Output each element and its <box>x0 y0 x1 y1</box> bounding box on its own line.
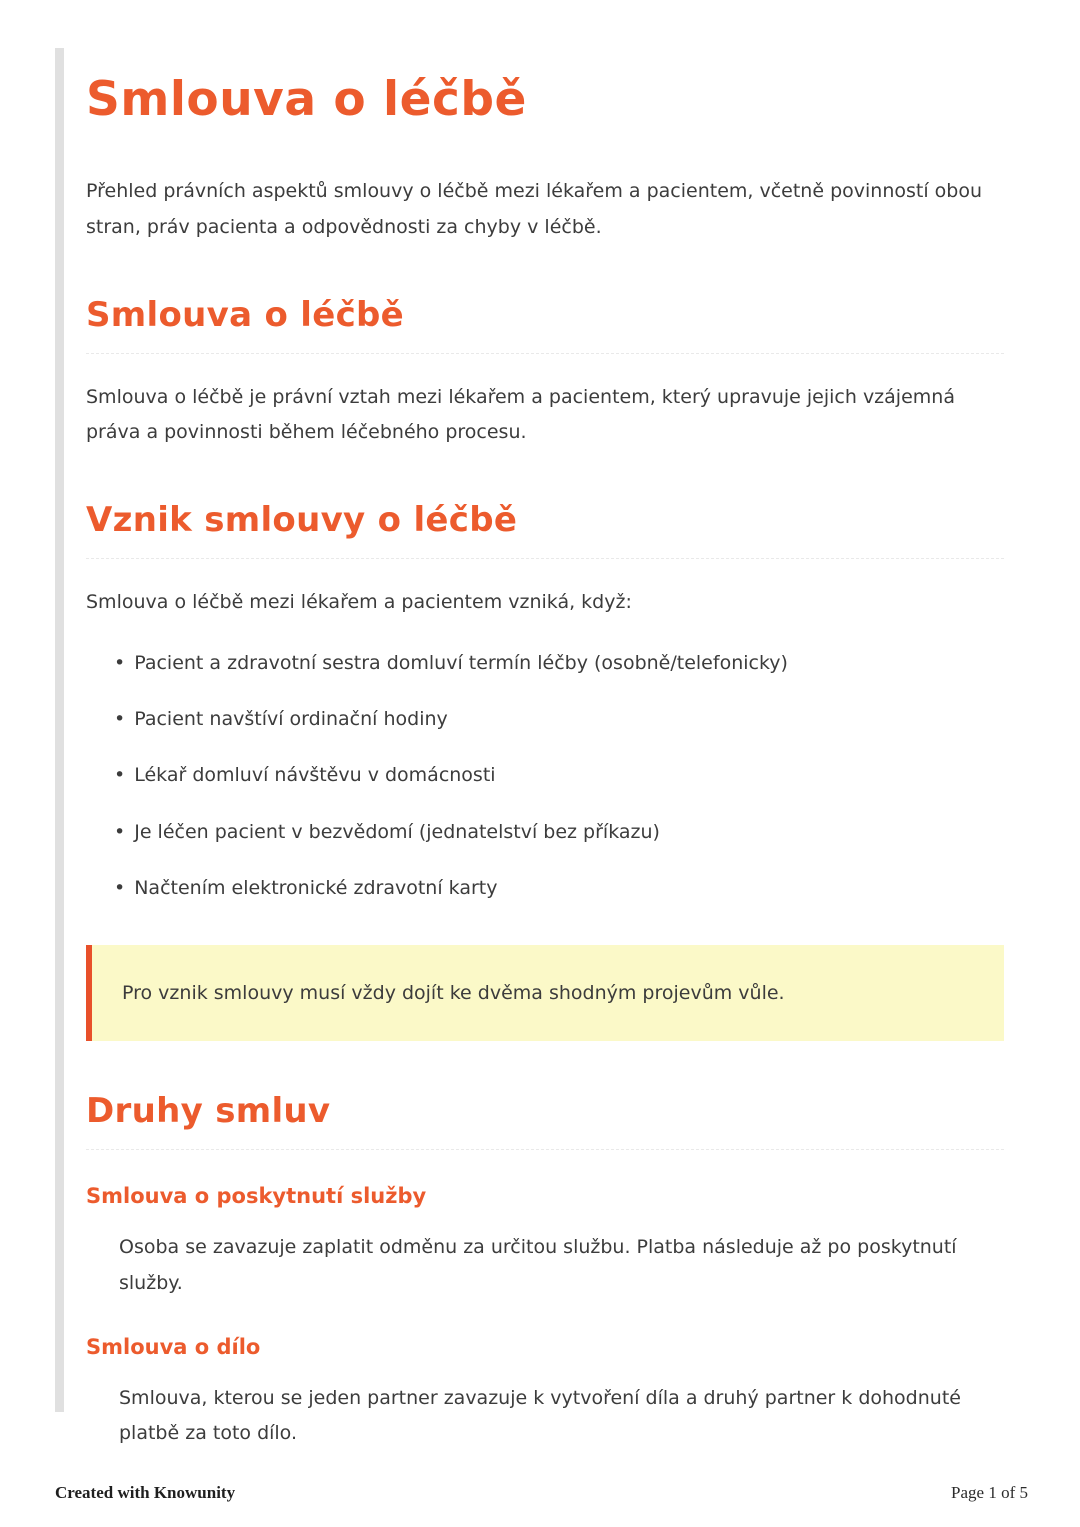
list-item-text: Lékař domluví návštěvu v domácnosti <box>134 764 496 787</box>
list-item <box>114 871 1004 905</box>
callout-text: Pro vznik smlouvy musí vždy dojít ke dvěma shodným projevům vůle. <box>122 982 785 1005</box>
page-footer <box>55 1483 1028 1503</box>
dilo-paragraph: Smlouva, kterou se jeden partner zavazuje k vytvoření díla a druhý partner k dohodnuté platbě za toto dílo. <box>119 1386 961 1444</box>
vznik-bullet-list <box>114 646 1004 905</box>
list-item-text: Načtením elektronické zdravotní karty <box>134 876 498 899</box>
bullet-marker <box>114 871 125 905</box>
bullet-marker <box>114 702 125 736</box>
smlouva-paragraph: Smlouva o léčbě je právní vztah mezi lékařem a pacientem, který upravuje jejich vzájemná práva a povinnosti během léčebného procesu. <box>86 385 955 443</box>
section-heading-vznik-smlouvy: Vznik smlouvy o léčbě <box>86 500 1004 559</box>
vznik-lead-paragraph: Smlouva o léčbě mezi lékařem a pacientem vzniká, když: <box>86 590 632 613</box>
list-item <box>114 702 1004 736</box>
bullet-marker <box>114 646 125 680</box>
subheading-smlouva-o-poskytnuti-sluzby: Smlouva o poskytnutí služby <box>86 1184 427 1209</box>
page-title: Smlouva o léčbě <box>86 72 527 127</box>
intro-paragraph: Přehled právních aspektů smlouvy o léčbě mezi lékařem a pacientem, včetně povinností obou stran, práv pacienta a odpovědnosti za chyby v léčbě. <box>86 180 983 238</box>
list-item-text: Je léčen pacient v bezvědomí (jednatelství bez příkazu) <box>134 820 660 843</box>
left-accent-bar <box>55 48 64 1412</box>
section-heading-druhy-smluv: Druhy smluv <box>86 1091 1004 1150</box>
list-item <box>114 815 1004 849</box>
list-item-text: Pacient navštíví ordinační hodiny <box>134 708 448 731</box>
bullet-marker <box>114 758 125 792</box>
bullet-marker <box>114 815 125 849</box>
subheading-smlouva-o-dilo: Smlouva o dílo <box>86 1334 261 1359</box>
footer-created-with-label: Created with Knowunity <box>55 1483 236 1502</box>
section-heading-smlouva-o-lecbe: Smlouva o léčbě <box>86 295 1004 354</box>
footer-page-number: Page 1 of 5 <box>951 1483 1028 1502</box>
list-item <box>114 758 1004 792</box>
sluzba-paragraph: Osoba se zavazuje zaplatit odměnu za určitou službu. Platba následuje až po poskytnutí služby. <box>119 1236 957 1294</box>
list-item-text: Pacient a zdravotní sestra domluví termín léčby (osobně/telefonicky) <box>134 652 788 675</box>
callout-note <box>86 945 1004 1041</box>
list-item <box>114 646 1004 680</box>
